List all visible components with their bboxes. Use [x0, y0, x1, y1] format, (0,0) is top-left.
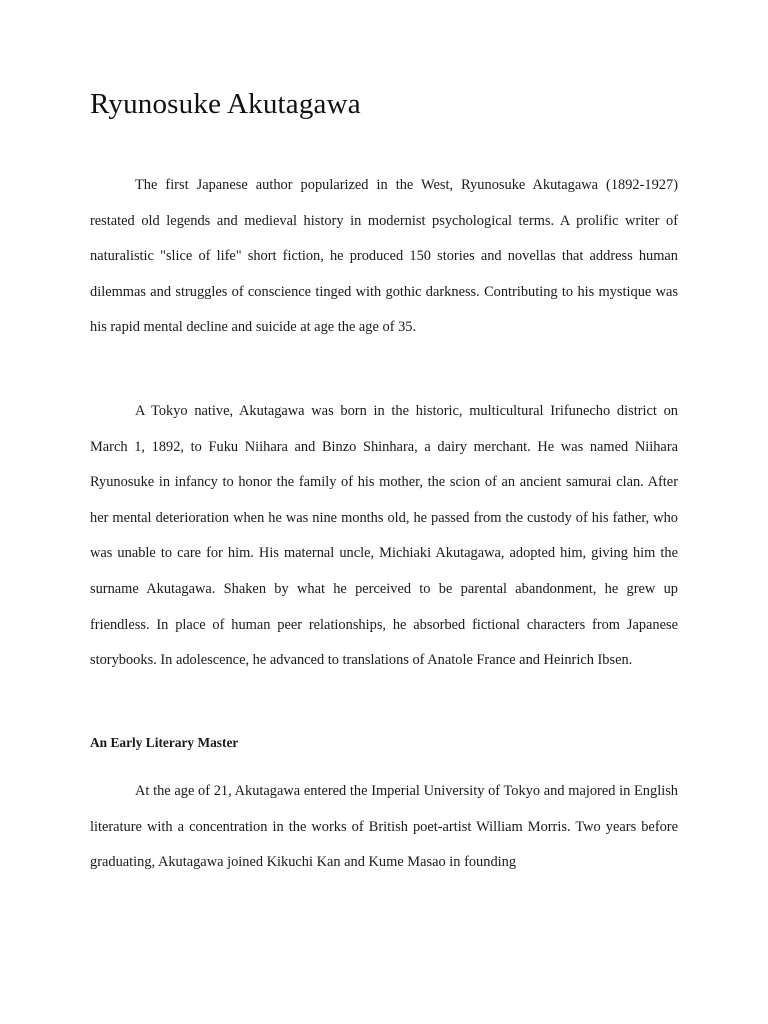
document-title: Ryunosuke Akutagawa: [90, 88, 361, 120]
paragraph-literary-master: At the age of 21, Akutagawa entered the Imperial University of Tokyo and majored in English literature with a concentration in the works of British poet-artist William Morris. Two years before graduating, Akutagawa joined Kikuchi Kan and Kume Masao in founding: [90, 783, 678, 871]
paragraph-intro: The first Japanese author popularized in the West, Ryunosuke Akutagawa (1892-1927) restated old legends and medieval history in modernist psychological terms. A prolific writer of naturalistic "slice of life" short fiction, he produced 150 stories and novellas that address human dilemmas and struggles of conscience tinged with gothic darkness. Contributing to his mystique was his rapid mental decline and suicide at age the age of 35.: [90, 177, 678, 336]
section-heading: An Early Literary Master: [90, 735, 239, 750]
paragraph-early-life: A Tokyo native, Akutagawa was born in the historic, multicultural Irifunecho district on March 1, 1892, to Fuku Niihara and Binzo Shinhara, a dairy merchant. He was named Niihara Ryunosuke in infancy to honor the family of his mother, the scion of an ancient samurai clan. After her mental deterioration when he was nine months old, he passed from the custody of his father, who was unable to care for him. His maternal uncle, Michiaki Akutagawa, adopted him, giving him the surname Akutagawa. Shaken by what he perceived to be parental abandonment, he grew up friendless. In place of human peer relationships, he absorbed fictional characters from Japanese storybooks. In adolescence, he advanced to translations of Anatole France and Heinrich Ibsen.: [90, 403, 678, 669]
